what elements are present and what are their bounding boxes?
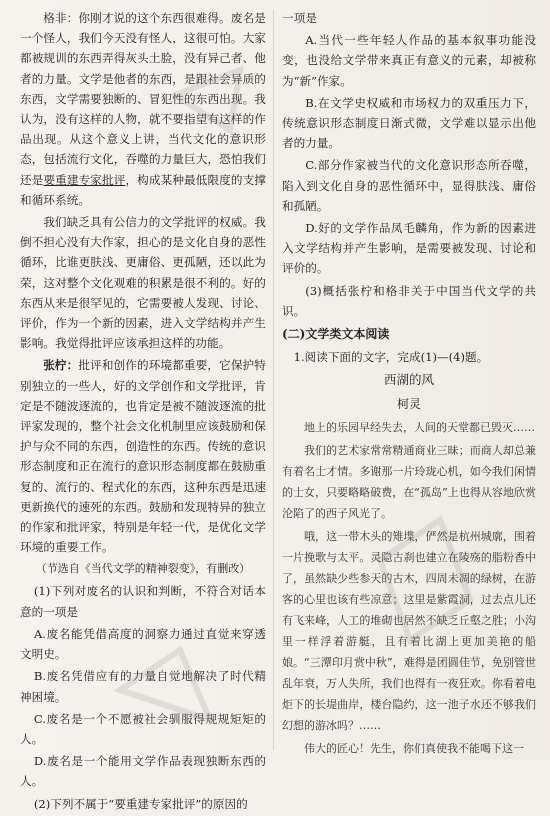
question-1-option-d: D.废名是一个能用文学作品表现独断东西的人。 bbox=[20, 754, 266, 789]
gefei-text: 格非：你刚才说的这个东西很难得。废名是一个怪人，我们今天没有怪人，这很可怕。大家都被规训的东西弄得灰头土脸，没有异己者、他者的力量。文学是他者的东西，是跟社会异质的东西，文学需要独断的、冒犯性的东西出现。我认为，没有这样的人物，就不要指望有这样的作品出现。从这个意义上讲，当代文化的意识形态，包括流行文化，吞噬的力量巨大，恐怕我们还是 bbox=[20, 11, 266, 187]
question-2-option-d: D.好的文学作品凤毛麟角，作为新的因素进入文学结构并产生影响，是需要被发现、讨论和评价的。 bbox=[282, 221, 536, 276]
article-paragraph-2: 我们的艺术家常常精通商业三昧；而商人却总兼有着名士才情。多谢那一片玲珑心机，如今我们闲情的士女，只要略略破费，在“孤岛”上也得从容地欣赏沦陷了的西子风光了。 bbox=[282, 444, 536, 521]
question-3: (3)概括张柠和格非关于中国当代文学的共识。 bbox=[282, 283, 536, 318]
question-1-option-a: A.废名能凭借高度的洞察力通过直觉来穿透文明史。 bbox=[20, 626, 266, 662]
article-author: 柯灵 bbox=[396, 397, 421, 412]
dialogue-zhangning-paragraph bbox=[20, 355, 266, 557]
left-column bbox=[20, 8, 266, 816]
article-paragraph-1: 地上的乐园早经失去，人间的天堂都已毁灭…… bbox=[304, 421, 535, 435]
question-2-option-c: C.部分作家被当代的文化意识形态所吞噬，陷入到文化自身的恶性循环中，显得肤浅、庸俗和孤陋。 bbox=[282, 158, 536, 213]
column-divider bbox=[273, 10, 274, 750]
section-heading: (二)文学类文本阅读 bbox=[282, 327, 390, 342]
question-1-option-c: C.废名是一个不愿被社会驯服得规规矩矩的人。 bbox=[20, 711, 266, 746]
question-1-option-b: B.废名凭借应有的力量自觉地解决了时代精神困境。 bbox=[20, 669, 266, 704]
right-column bbox=[282, 8, 536, 761]
article-title: 西湖的风 bbox=[383, 372, 434, 388]
gefei-text-end: ，构成某种最低限度的支撑和循环系统。 bbox=[20, 172, 267, 207]
dialogue-gefei-paragraph-2: 我们缺乏具有公信力的文学批评的权威。我倒不担心没有大作家，担心的是文化自身的恶性循环，比谁更肤浅、更庸俗、更孤陋，还以此为荣，这对整个文化观难的积累是很不利的。好的东西从来是很罕见的，它需要被人发现、讨论、评价，作为一个新的因素，进入文学结构并产生影响。我觉得批评应该承担这样的功能。 bbox=[20, 215, 266, 351]
question-2: (2)下列不属于“要重建专家批评”的原因的 bbox=[33, 796, 248, 811]
underlined-phrase: 要重建专家批评 bbox=[43, 172, 126, 187]
article-paragraph-3: 哦，这一带木头的雉堞，俨然是杭州城廓，围着一片挽歌与太平。灵隐古刹也建立在陵殇的脂粉香中了，虽然缺少些参天的古木，四周未凋的绿树，在游客的心里也该有些凉意；这里是紫霞洞，过去点儿还有飞来峰，人工的堆砌也居然不缺乏丘壑之胜；小沟里一样浮着游艇，且有着比湖上更加美艳的船娘。“三潭印月赏中秋”，难得是团圆佳节，免别管世乱年衰，万人失所，我们也得有一夜狂欢。你看着电炬下的长堤曲岸，楼台隐约，这一池子水还不够我们幻想的游冰吗？…… bbox=[282, 530, 536, 733]
article-paragraph-4: 伟大的匠心！先生，你们真使我不能喝下这一 bbox=[304, 742, 524, 756]
question-2-option-b: B.在文学史权威和市场权力的双重压力下，传统意识形态制度日渐式微，文学难以显示出他者的力量。 bbox=[282, 95, 536, 151]
reading-instruction: 1.阅读下面的文字，完成(1)—(4)题。 bbox=[293, 350, 489, 365]
dialogue-gefei-paragraph bbox=[20, 8, 266, 210]
question-2-option-a: A.当代一些年轻人作品的基本叙事功能没变，也没给文学带来真正有意义的元素，却被称为“新”作家。 bbox=[282, 33, 536, 88]
question-2-continued: 一项是 bbox=[282, 11, 318, 25]
speaker-label: 张柠： bbox=[43, 358, 79, 373]
zhangning-text: 批评和创作的环境都重要，它保护特别独立的一些人，好的文学创作和文学批评，肯定是不随波逐流的，也肯定是被不随波逐流的批评家发现的，整个社会文化机制里应该鼓励和保护与众不同的东西，创造性的东西。传统的意识形态制度和正在流行的意识形态制度都在鼓励重复的、流行的、程式化的东西，这种东西是迅速更新换代的速死的东西。鼓励和发现特异的独立的作家和批评家，特别是年轻一代，是优化文学环境的重要工作。 bbox=[20, 358, 266, 555]
question-1: (1)下列对废名的认识和判断，不符合对话本意的一项是 bbox=[20, 584, 266, 619]
source-note: （节选自《当代文学的精神裂变》，有删改） bbox=[35, 562, 251, 576]
